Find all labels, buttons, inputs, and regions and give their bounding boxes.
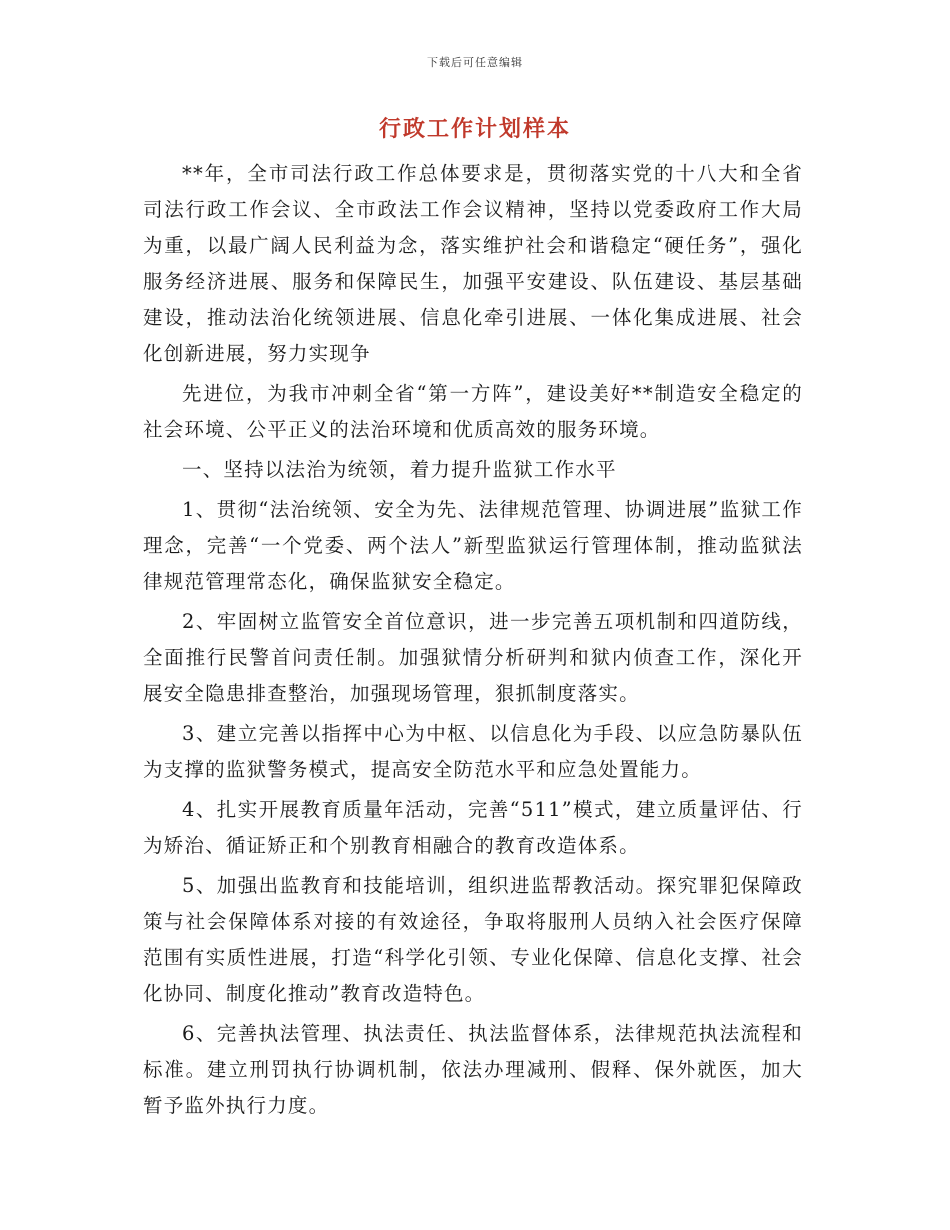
paragraph-item-2: 2、牢固树立监管安全首位意识，进一步完善五项机制和四道防线，全面推行民警首问责任制。加强狱情分析研判和狱内侦查工作，深化开展安全隐患排查整治，加强现场管理，狠抓制度落实。: [143, 610, 803, 705]
paragraph-item-4: 4、扎实开展教育质量年活动，完善“511”模式，建立质量评估、行为矫治、循证矫正和个别教育相融合的教育改造体系。: [143, 798, 803, 857]
paragraph-intro-continued: 先进位，为我市冲刺全省“第一方阵”，建设美好**制造安全稳定的社会环境、公平正义的法治环境和优质高效的服务环境。: [143, 382, 803, 441]
header-note: 下载后可任意编辑: [427, 56, 523, 69]
paragraph-item-5: 5、加强出监教育和技能培训，组织进监帮教活动。探究罪犯保障政策与社会保障体系对接的有效途径，争取将服刑人员纳入社会医疗保障范围有实质性进展，打造“科学化引领、专业化保障、信息化支撑、社会化协同、制度化推动”教育改造特色。: [143, 874, 803, 1005]
paragraph-intro: **年，全市司法行政工作总体要求是，贯彻落实党的十八大和全省司法行政工作会议、全市政法工作会议精神，坚持以党委政府工作大局为重，以最广阔人民利益为念，落实维护社会和谐稳定“硬任务”，强化服务经济进展、服务和保障民生，加强平安建设、队伍建设、基层基础建设，推动法治化统领进展、信息化牵引进展、一体化集成进展、社会化创新进展，努力实现争: [143, 162, 803, 365]
document-title: 行政工作计划样本: [378, 116, 571, 142]
paragraph-item-1: 1、贯彻“法治统领、安全为先、法律规范管理、协调进展”监狱工作理念，完善“一个党委、两个法人”新型监狱运行管理体制，推动监狱法律规范管理常态化，确保监狱安全稳定。: [143, 498, 803, 593]
paragraph-item-6: 6、完善执法管理、执法责任、执法监督体系，法律规范执法流程和标准。建立刑罚执行协调机制，依法办理减刑、假释、保外就医，加大暂予监外执行力度。: [143, 1022, 803, 1117]
paragraph-item-3: 3、建立完善以指挥中心为中枢、以信息化为手段、以应急防暴队伍为支撑的监狱警务模式，提高安全防范水平和应急处置能力。: [143, 722, 803, 781]
section-heading-1: 一、坚持以法治为统领，着力提升监狱工作水平: [182, 458, 617, 481]
document-body: [143, 156, 803, 1124]
